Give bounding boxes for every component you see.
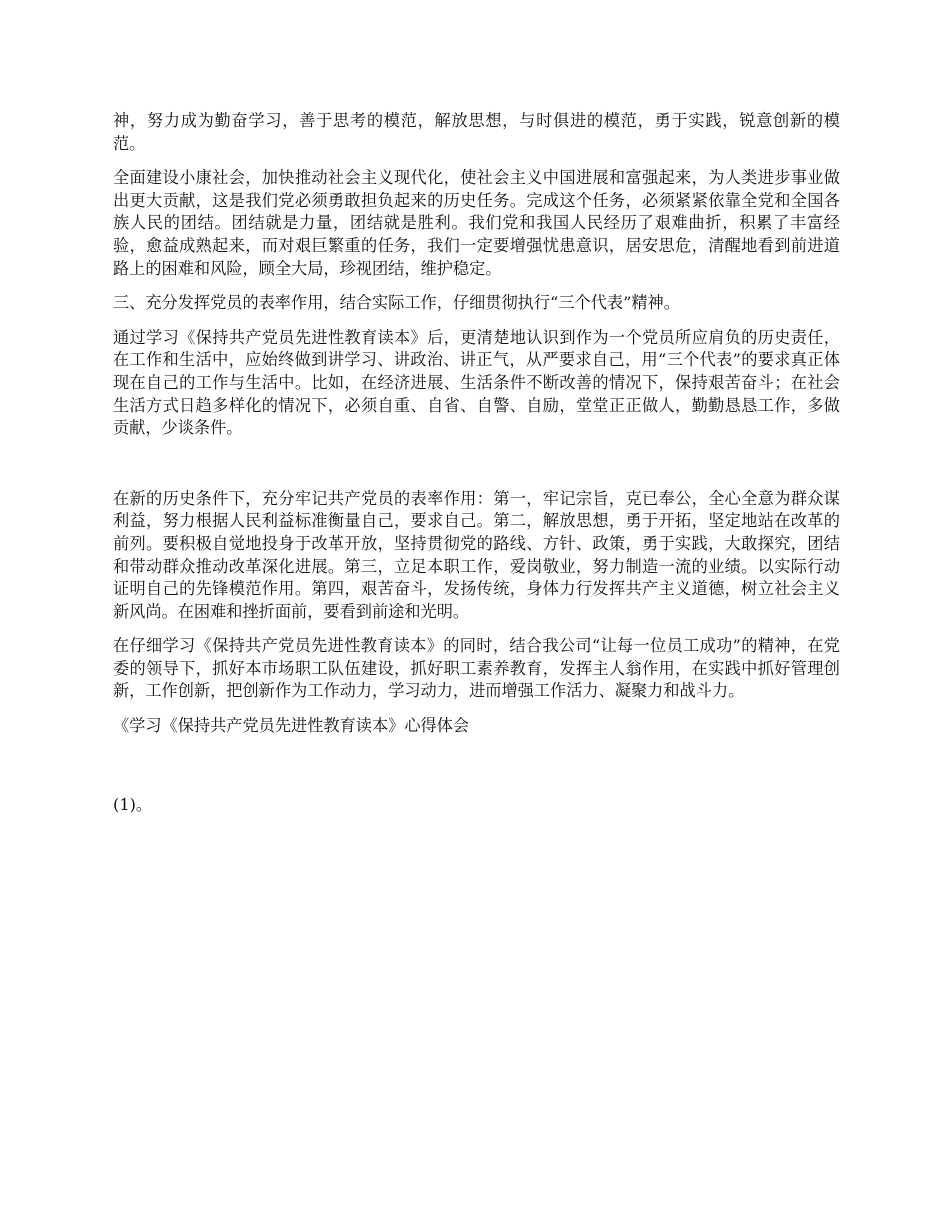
- document-title-line: 《学习《保持共产党员先进性教育读本》心得体会: [113, 716, 470, 736]
- paragraph-new-conditions: 在新的历史条件下，充分牢记共产党员的表率作用：第一，牢记宗旨，克已奉公，全心全意为群众谋利益，努力根据人民利益标准衡量自己，要求自己。第二，解放思想，勇于开拓，坚定地站在改革的前列。要积极自觉地投身于改革开放，坚持贯彻党的路线、方针、政策，勇于实践，大敢探究，团结和带动群众推动改革深化进展。第三，立足本职工作，爱岗敬业，努力制造一流的业绩。以实际行动证明自己的先锋模范作用。第四，艰苦奋斗，发扬传统，身体力行发挥共产主义道德，树立社会主义新风尚。在困难和挫折面前，要看到前途和光明。: [113, 488, 840, 621]
- page-number-marker: (1)。: [113, 794, 153, 814]
- paragraph-company-spirit: 在仔细学习《保持共产党员先进性教育读本》的同时，结合我公司“让每一位员工成功”的精神，在党委的领导下，抓好本市场职工队伍建设，抓好职工素养教育，发挥主人翁作用，在实践中抓好管理创新，工作创新，把创新作为工作动力，学习动力，进而增强工作活力、凝聚力和战斗力。: [113, 636, 840, 701]
- paragraph-xiaokang-society: 全面建设小康社会，加快推动社会主义现代化，使社会主义中国进展和富强起来，为人类进步事业做出更大贡献，这是我们党必须勇敢担负起来的历史任务。完成这个任务，必须紧紧依靠全党和全国各族人民的团结。团结就是力量，团结就是胜利。我们党和我国人民经历了艰难曲折，积累了丰富经验，愈益成熟起来，而对艰巨繁重的任务，我们一定要增强忧患意识，居安思危，清醒地看到前进道路上的困难和风险，顾全大局，珍视团结，维护稳定。: [113, 168, 840, 278]
- section-heading-three: 三、充分发挥党员的表率作用，结合实际工作，仔细贯彻执行“三个代表”精神。: [113, 293, 680, 313]
- document-page: [113, 110, 840, 816]
- paragraph-role-model: 神，努力成为勤奋学习，善于思考的模范，解放思想，与时俱进的模范，勇于实践，锐意创新的模范。: [113, 111, 840, 153]
- paragraph-study-reading: 通过学习《保持共产党员先进性教育读本》后，更清楚地认识到作为一个党员所应肩负的历史责任，在工作和生活中，应始终做到讲学习、讲政治、讲正气，从严要求自己，用“三个代表”的要求真正体现在自己的工作与生活中。比如，在经济进展、生活条件不断改善的情况下，保持艰苦奋斗；在社会生活方式日趋多样化的情况下，必须自重、自省、自警、自励，堂堂正正做人，勤勤恳恳工作，多做贡献，少谈条件。: [113, 327, 840, 438]
